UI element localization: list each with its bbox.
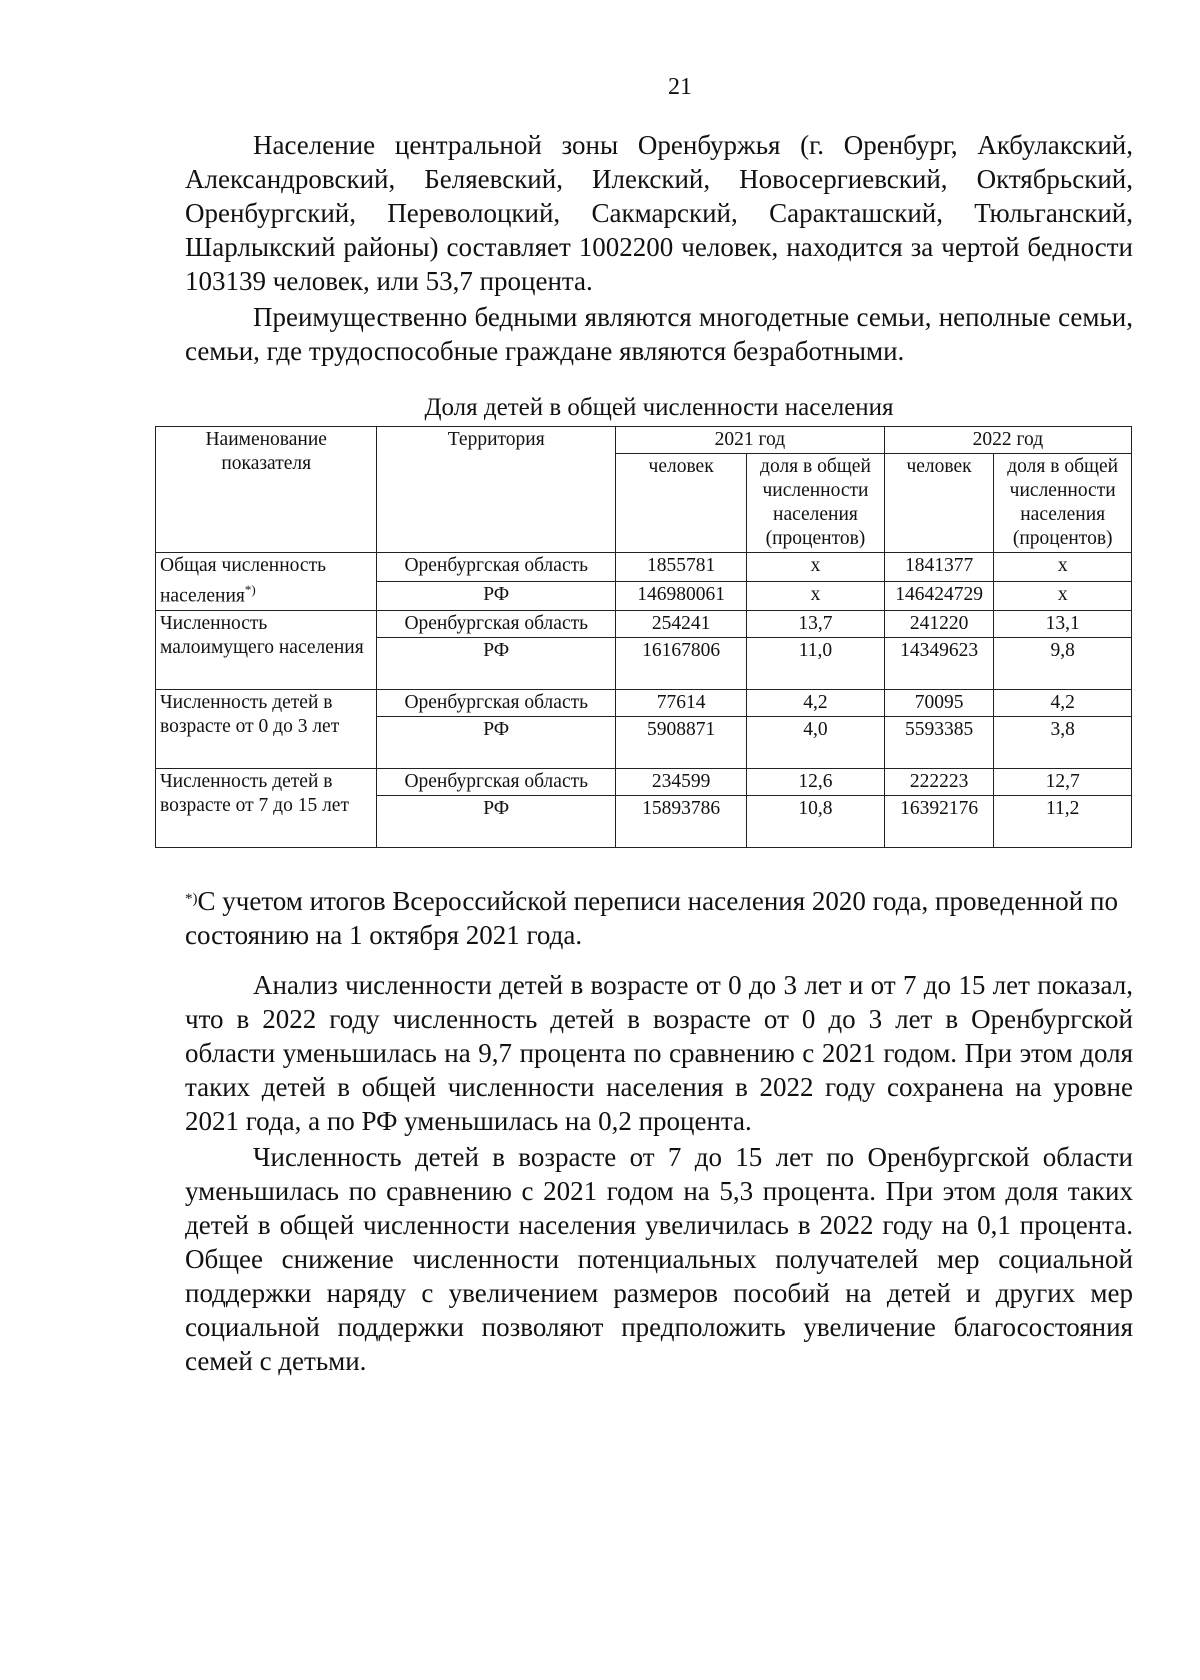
header-people-2022: человек — [884, 454, 994, 553]
cell-share-2022: 12,7 — [994, 768, 1132, 795]
cell-people-2022: 5593385 — [884, 716, 994, 768]
cell-territory: Оренбургская область — [377, 768, 616, 795]
cell-share-2021: x — [747, 553, 885, 582]
table-row — [156, 689, 1132, 716]
cell-territory: Оренбургская область — [377, 689, 616, 716]
header-share-2021: доля в общей численности населения (процентов) — [747, 454, 885, 553]
cell-territory: Оренбургская область — [377, 610, 616, 637]
cell-people-2021: 16167806 — [616, 637, 747, 689]
cell-share-2022: x — [994, 581, 1132, 610]
cell-territory: РФ — [377, 637, 616, 689]
cell-territory: РФ — [377, 581, 616, 610]
cell-people-2022: 222223 — [884, 768, 994, 795]
cell-share-2022: 3,8 — [994, 716, 1132, 768]
cell-share-2022: 4,2 — [994, 689, 1132, 716]
cell-people-2022: 146424729 — [884, 581, 994, 610]
cell-people-2022: 1841377 — [884, 553, 994, 582]
table-row — [156, 553, 1132, 582]
paragraph: Численность детей в возрасте от 7 до 15 лет по Оренбургской области уменьшилась по сравнению с 2021 годом на 5,3 процента. При этом доля таких детей в общей численности населения увеличилась в 2022 году на 0,1 процента. Общее снижение численности потенциальных получателей мер социальной поддержки наряду с увеличением размеров пособий на детей и других мер социальной поддержки позволяют предположить увеличение благосостояния семей с детьми. — [185, 1142, 1133, 1376]
cell-share-2021: 4,2 — [747, 689, 885, 716]
paragraph: Население центральной зоны Оренбуржья (г. Оренбург, Акбулакский, Александровский, Беляевский, Илекский, Новосергиевский, Октябрьский, Оренбургский, Переволоцкий, Сакмарский, Саракташский, Тюльганский, Шарлыкский районы) составляет 1002200 человек, находится за чертой бедности 103139 человек, или 53,7 процента. — [185, 130, 1133, 296]
footnote-text: С учетом итогов Всероссийской переписи населения 2020 года, проведенной по состоянию на 1 октября 2021 года. — [185, 886, 1118, 950]
table-title: Доля детей в общей численности населения — [424, 394, 894, 421]
row-indicator: Численность малоимущего населения — [156, 610, 377, 689]
cell-people-2022: 16392176 — [884, 795, 994, 847]
cell-share-2022: 9,8 — [994, 637, 1132, 689]
cell-people-2021: 77614 — [616, 689, 747, 716]
cell-share-2021: 12,6 — [747, 768, 885, 795]
footnote-mark: *) — [244, 582, 256, 597]
cell-share-2021: 10,8 — [747, 795, 885, 847]
cell-people-2021: 15893786 — [616, 795, 747, 847]
page-number: 21 — [668, 74, 692, 100]
cell-people-2021: 254241 — [616, 610, 747, 637]
row-indicator: Численность детей в возрасте от 0 до 3 лет — [156, 689, 377, 768]
cell-people-2021: 1855781 — [616, 553, 747, 582]
cell-people-2021: 5908871 — [616, 716, 747, 768]
cell-people-2022: 70095 — [884, 689, 994, 716]
cell-share-2022: 11,2 — [994, 795, 1132, 847]
cell-territory: РФ — [377, 716, 616, 768]
header-year-2022: 2022 год — [884, 427, 1131, 454]
table-row — [156, 768, 1132, 795]
bottom-text-block — [185, 968, 1133, 1378]
cell-territory: РФ — [377, 795, 616, 847]
table-row — [156, 610, 1132, 637]
footnote-mark: *) — [185, 891, 198, 907]
cell-share-2021: 11,0 — [747, 637, 885, 689]
top-text-block — [185, 128, 1133, 438]
paragraph: Анализ численности детей в возрасте от 0 до 3 лет и от 7 до 15 лет показал, что в 2022 году численность детей в возрасте от 0 до 3 лет в Оренбургской области уменьшилась на 9,7 процента по сравнению с 2021 годом. При этом доля таких детей в общей численности населения в 2022 году сохранена на уровне 2021 года, а по РФ уменьшилась на 0,2 процента. — [185, 970, 1133, 1136]
cell-share-2021: 4,0 — [747, 716, 885, 768]
cell-people-2021: 146980061 — [616, 581, 747, 610]
paragraph: Преимущественно бедными являются многодетные семьи, неполные семьи, семьи, где трудоспособные граждане являются безработными. — [185, 302, 1133, 366]
header-people-2021: человек — [616, 454, 747, 553]
cell-territory: Оренбургская область — [377, 553, 616, 582]
cell-share-2022: x — [994, 553, 1132, 582]
children-share-table — [155, 426, 1132, 848]
cell-people-2022: 241220 — [884, 610, 994, 637]
cell-share-2021: x — [747, 581, 885, 610]
cell-share-2021: 13,7 — [747, 610, 885, 637]
row-indicator: Численность детей в возрасте от 7 до 15 лет — [156, 768, 377, 847]
table-footnote — [185, 884, 1133, 952]
header-year-2021: 2021 год — [616, 427, 885, 454]
row-indicator: Общая численность населения*) — [156, 553, 377, 611]
header-share-2022: доля в общей численности населения (процентов) — [994, 454, 1132, 553]
cell-share-2022: 13,1 — [994, 610, 1132, 637]
cell-people-2022: 14349623 — [884, 637, 994, 689]
header-indicator: Наименование показателя — [156, 427, 377, 553]
cell-people-2021: 234599 — [616, 768, 747, 795]
header-territory: Территория — [377, 427, 616, 553]
